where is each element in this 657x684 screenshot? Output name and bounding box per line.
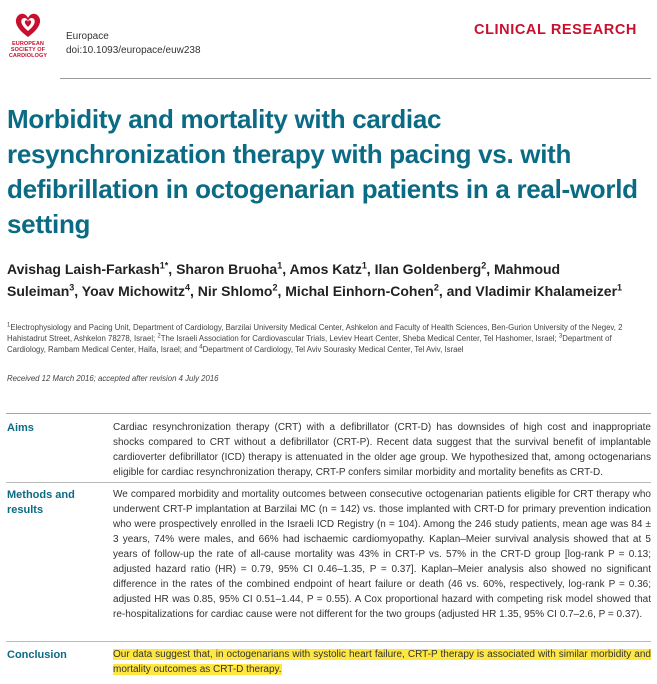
journal-name: Europace — [66, 31, 109, 42]
author-name[interactable]: Amos Katz — [289, 261, 362, 277]
methods-label — [7, 488, 75, 518]
affil-sup: 2 — [157, 333, 161, 340]
author-name[interactable]: Sharon Bruoha — [176, 261, 278, 277]
logo-text: EUROPEAN SOCIETY OF CARDIOLOGY — [8, 41, 48, 59]
author-name[interactable]: Mahmoud Suleiman — [7, 261, 561, 299]
affiliation-text: Department of Cardiology, Rambam Medical Center, Haifa, Israel; and — [7, 334, 612, 354]
author-sup: 1 — [361, 260, 367, 271]
author-name[interactable]: Ilan Goldenberg — [374, 261, 482, 277]
author-sup: 4 — [185, 282, 191, 293]
affil-sup: 4 — [199, 344, 203, 351]
author-name[interactable]: Avishag Laish-Farkash — [7, 261, 160, 277]
author-name[interactable]: Yoav Michowitz — [81, 283, 185, 299]
section-label: CLINICAL RESEARCH — [474, 22, 637, 38]
affiliation-text: Department of Cardiology, Tel Aviv Sourasky Medical Center, Tel Aviv, Israel — [202, 345, 464, 354]
doi-link[interactable]: doi:10.1093/europace/euw238 — [66, 45, 201, 56]
conclusion-text — [113, 647, 651, 677]
affiliation-text: The Israeli Association for Cardiovascular Trials, Leviev Heart Center, Sheba Medical Center, Tel Hashomer, Israel; — [160, 334, 559, 343]
received-dates: Received 12 March 2016; accepted after revision 4 July 2016 — [7, 374, 219, 383]
author-sup: 2 — [433, 282, 439, 293]
affiliation-text: Electrophysiology and Pacing Unit, Department of Cardiology, Barzilai University Medical Center, Ashkelon and Faculty of Health Sciences, Ben-Gurion University of the Negev, 2 Hahistadrut Street, Ashkelon 78278, Israel; — [7, 323, 623, 343]
author-name[interactable]: Nir Shlomo — [197, 283, 273, 299]
author-sup: 3 — [69, 282, 75, 293]
author-name[interactable]: Vladimir Khalameizer — [475, 283, 618, 299]
abstract-divider — [6, 413, 651, 414]
author-name[interactable]: Michal Einhorn-Cohen — [285, 283, 434, 299]
section-divider — [6, 482, 651, 483]
methods-label-line1: Methods and — [7, 489, 75, 501]
heart-logo-icon — [13, 10, 43, 40]
affiliations — [7, 322, 647, 355]
conclusion-label: Conclusion — [7, 649, 67, 661]
affil-sup: 3 — [558, 333, 563, 340]
journal-info — [66, 30, 201, 58]
author-sup: 1* — [159, 260, 169, 271]
author-sup: 1 — [617, 282, 623, 293]
author-list: Avishag Laish-Farkash$^{1*}$, Sharon Bruoha$^1$, Amos Katz$^1$, Ilan Goldenberg$^2$, Mahmoud Suleiman$^3$, Yoav Michowitz$^4$, Nir Shlomo$^2$, Michal Einhorn-Cohen$^2$, and Vladimir Khalameizer$^1$ — [7, 260, 623, 299]
conclusion-highlight: Our data suggest that, in octogenarians with systolic heart failure, CRT-P therapy is associated with similar morbidity and mortality outcomes as CRT-D therapy. — [113, 649, 651, 675]
header-divider — [60, 78, 651, 79]
article-title: Morbidity and mortality with cardiac resynchronization therapy with pacing vs. with defibrillation in octogenarian patients in a real-world setting — [7, 104, 638, 239]
section-divider — [6, 641, 651, 642]
author-sup: 2 — [481, 260, 487, 271]
page-header — [0, 0, 657, 80]
aims-label: Aims — [7, 422, 34, 434]
affil-sup: 1 — [7, 322, 11, 329]
author-sup: 1 — [277, 260, 283, 271]
author-sup: 2 — [272, 282, 278, 293]
methods-label-line2: results — [7, 504, 44, 516]
esc-logo — [2, 10, 54, 68]
methods-text: We compared morbidity and mortality outcomes between consecutive octogenarian patients eligible for CRT therapy who underwent CRT-P implantation at Barzilai MC (n = 142) vs. those implanted with CRT-D for primary prevention indication who were prospectively enrolled in the Israeli ICD Registry (n = 104). Among the 246 study patients, mean age was 84 ± 3 years, 74% were males, and 66% had ischaemic cardiomyopathy. Kaplan–Meier survival analysis showed that at 5 years of follow-up the rate of all-cause mortality was 43% in CRT-P vs. 57% in the CRT-D group [log-rank P = 0.13; adjusted hazard ratio (HR) = 0.79, 95% CI 0.46–1.35, P = 0.37]. Kaplan–Meier analysis also showed no significant difference in the rates of the combined endpoint of heart failure or death (46 vs. 60%, respectively, log-rank P = 0.36; adjusted HR was 0.85, 95% CI 0.51–1.44, P = 0.55). A Cox proportional hazard with competing risk model showed that re-hospitalizations for cardiac cause were not different for the two groups (adjusted HR 1.35, 95% CI 0.7–2.6, P = 0.37). — [113, 489, 651, 620]
aims-text: Cardiac resynchronization therapy (CRT) with a defibrillator (CRT-D) has downsides of high cost and inappropriate shocks compared to CRT without a defibrillator (CRT-P). Recent data suggest that the survival benefit of implantable cardioverter defibrillator (ICD) therapy is attenuated in the older age group. We hypothesized that, among octogenarians eligible for cardiac resynchronization therapy, CRT-P confers similar morbidity and mortality benefits as CRT-D. — [113, 422, 651, 478]
